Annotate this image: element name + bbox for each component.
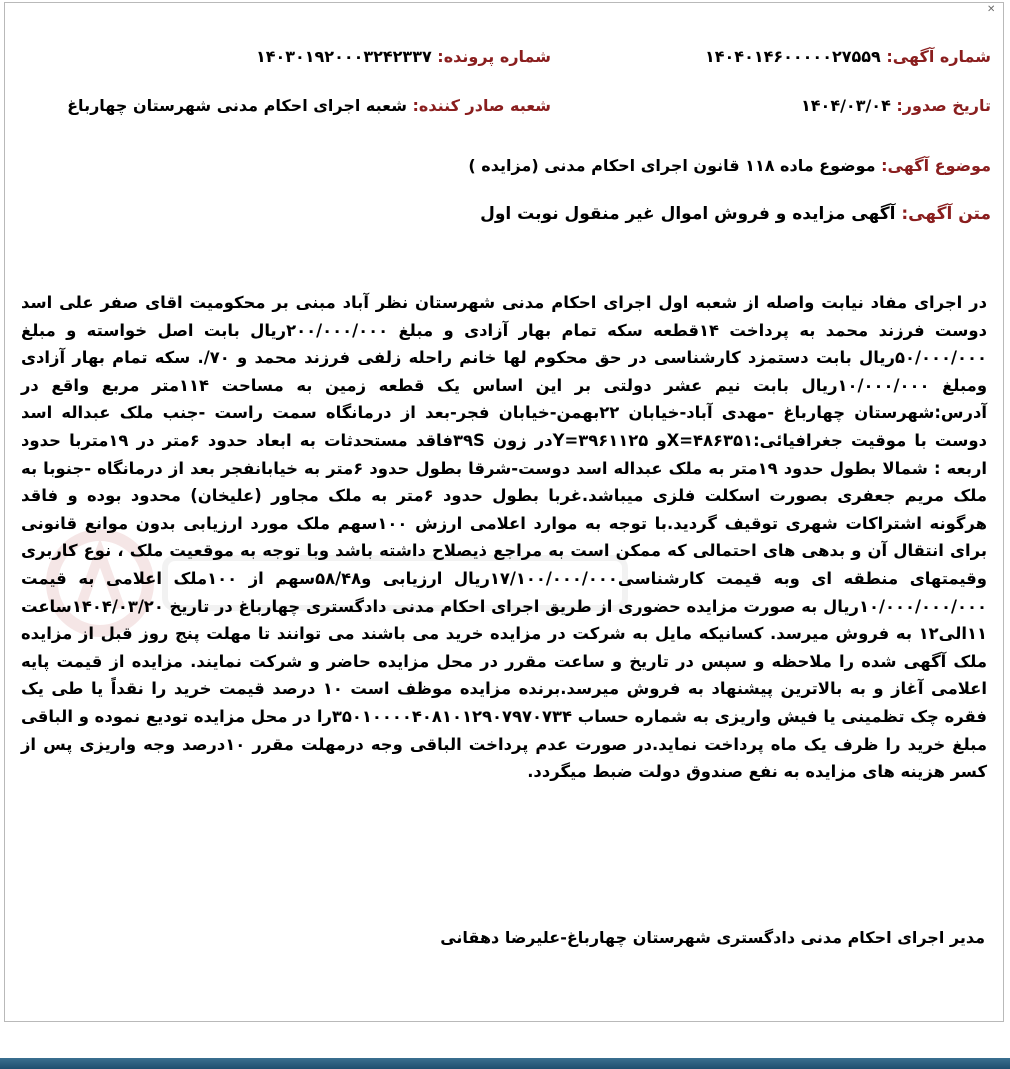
notice-body [21,289,987,786]
case-number-label: شماره پرونده: [437,47,551,66]
notice-panel [4,2,1004,1022]
issuer-row [67,96,551,115]
signature: مدیر اجرای احکام مدنی دادگستری شهرستان چهارباغ-علیرضا دهقانی [440,928,985,947]
issuer-label: شعبه صادر کننده: [412,96,551,115]
case-number-value: ۱۴۰۳۰۱۹۲۰۰۰۳۲۴۲۳۳۷ [255,47,432,66]
close-icon[interactable]: ✕ [987,4,996,15]
issue-date-label: تاریخ صدور: [896,96,991,115]
notice-paragraph: در اجرای مفاد نیابت واصله از شعبه اول اجرای احکام مدنی شهرستان نظر آباد مبنی بر محکومیت اقای صفر علی اسد دوست فرزند محمد به پرداخت ۱۴قطعه سکه تمام بهار آزادی و مبلغ ۲۰۰/۰۰۰/۰۰۰ریال بابت اصل خواسته و مبلغ ۵۰/۰۰۰/۰۰۰ریال بابت دستمزد کارشناسی در حق محکوم لها خانم راحله زلفی فرزند محمد و ۷۰/. سکه تمام بهار آزادی ومبلغ ۱۰/۰۰۰/۰۰۰ریال بابت نیم عشر دولتی بر این اساس یک قطعه زمین به مساحت ۱۱۴متر مربع واقع در آدرس:شهرستان چهارباغ -مهدی آباد-خیابان ۲۲بهمن-خیابان فجر-بعد از درمانگاه سمت راست -جنب ملک عبداله اسد دوست با موقیت جغرافیائی:X=۴۸۶۳۵۱و Y=۳۹۶۱۱۲۵در زون ۳۹Sفاقد مستحدثات به ابعاد حدود ۶متر در ۱۹متربا حدود اربعه : شمالا بطول حدود ۱۹متر به ملک عبداله اسد دوست-شرقا بطول حدود ۶متر به خیابانفجر بعد از درمانگاه -جنوبا به ملک مریم جعفری بصورت اسکلت فلزی میباشد.غربا بطول حدود ۶متر به ملک مجاور (علیخان) محدود بوده و فاقد هرگونه اشتراکات شهری توقیف گردید.با توجه به موارد اعلامی ارزش ۱۰۰سهم ملک مورد ارزیابی بدون موانع قانونی برای انتقال آن و بدهی های احتمالی که ممکن است به مراجع ذیصلاح داشته باشد وبا توجه به موقعیت ملک ، نوع کاربری وقیمتهای منطقه ای وبه قیمت کارشناسی۱۷/۱۰۰/۰۰۰/۰۰۰ریال ارزیابی و۵۸/۴۸سهم از ۱۰۰ملک اعلامی به قیمت ۱۰/۰۰۰/۰۰۰/۰۰۰ریال به صورت مزایده حضوری از طریق اجرای احکام مدنی دادگستری چهارباغ در تاریخ ۱۴۰۴/۰۳/۲۰ساعت ۱۱الی۱۲ به فروش میرسد. کسانیکه مایل به شرکت در مزایده خرید می باشند می توانند تا مهلت پنج روز قبل از مزایده ملک آگهی شده را ملاحظه و سپس در تاریخ و ساعت مقرر در محل مزایده حاضر و شرکت نمایند. مزایده از قیمت پایه اعلامی آغاز و به بالاترین پیشنهاد به فروش میرسد.برنده مزایده موظف است ۱۰ درصد قیمت خرید را نقداً یا طی یک فقره چک تظمینی یا فیش واریزی به شماره حساب ۳۵۰۱۰۰۰۰۴۰۸۱۰۱۲۹۰۷۹۷۰۷۳۴را در محل مزایده تودیع نموده و الباقی مبلغ خرید را ظرف یک ماه پرداخت نماید.در صورت عدم پرداخت الباقی وجه درمهلت مقرر ۱۰درصد وجه واریزی پس از کسر هزینه های مزایده به نفع صندوق دولت ضبط میگردد. [20,293,988,782]
text-title: آگهی مزایده و فروش اموال غیر منقول نوبت اول [480,204,896,224]
ad-number-row [705,47,991,66]
issuer-value: شعبه اجرای احکام مدنی شهرستان چهارباغ [67,96,407,115]
text-title-row [480,204,991,224]
bottom-bar [0,1058,1010,1069]
case-number-row [256,47,551,66]
issue-date-value: ۱۴۰۴/۰۳/۰۴ [801,96,891,115]
subject-value: موضوع ماده ۱۱۸ قانون اجرای احکام مدنی (مزایده ) [468,156,876,175]
text-label: متن آگهی: [901,204,991,224]
subject-row [468,156,991,175]
ad-number-label: شماره آگهی: [886,47,991,66]
issue-date-row [801,96,991,115]
ad-number-value: ۱۴۰۴۰۱۴۶۰۰۰۰۰۲۷۵۵۹ [705,47,881,66]
subject-label: موضوع آگهی: [881,156,991,175]
